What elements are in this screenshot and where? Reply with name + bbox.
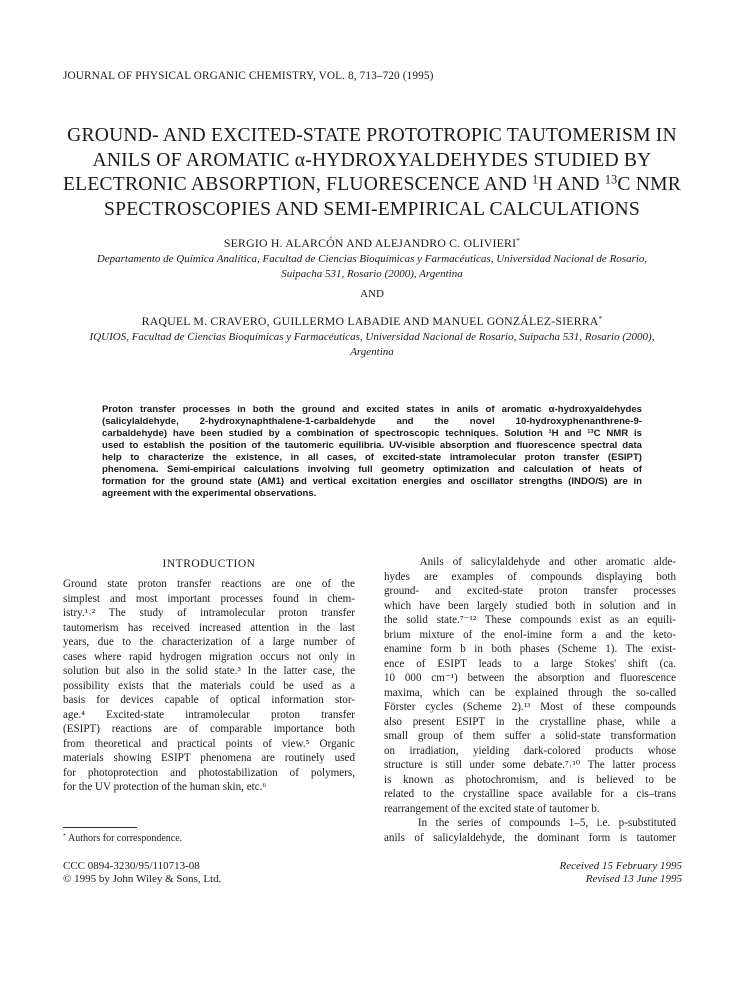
title-line-1: GROUND- AND EXCITED-STATE PROTOTROPIC TAUTOMERISM IN <box>67 125 677 146</box>
author-names-1: SERGIO H. ALARCÓN AND ALEJANDRO C. OLIVIERI <box>223 236 517 250</box>
body-line: the solid state.⁷⁻¹² These compounds exist as an equili- <box>384 614 676 626</box>
footnote-divider <box>63 827 137 828</box>
correspondence-mark-1: * <box>516 235 521 245</box>
right-column-body <box>384 555 676 845</box>
body-line: Ground state proton transfer reactions are one of the <box>63 578 355 590</box>
body-line: rearrangement of the excited state of tautomer b. <box>384 802 600 815</box>
body-line: hydes are examples of compounds displaying both <box>384 570 676 583</box>
affiliation-2 <box>40 330 704 359</box>
abstract-line: Proton transfer processes in both the ground and excited states in anils of aromatic α-hydroxyaldehydes <box>102 404 642 415</box>
body-line: for the UV protection of the human skin, etc.⁶ <box>63 781 267 793</box>
body-line: age.⁴ Excited-state intramolecular proton transfer <box>63 708 355 721</box>
body-line: on irradiation, yielding dark-colored products whose <box>384 744 676 757</box>
ccc-code: CCC 0894-3230/95/110713-08 <box>63 860 200 872</box>
body-line: which have been largely studied both in solution and in <box>384 599 676 612</box>
body-line: years, due to the characterization of a large number of <box>63 636 355 648</box>
abstract-line: formation for the ground state (AM1) and vertical excitation energies and oscillator strengths (INDO/S) are in <box>102 476 642 487</box>
abstract <box>102 404 642 500</box>
body-line: solution but also in the solid state.³ In the latter case, the <box>63 665 355 677</box>
body-line: related to the crystalline space available for a cis–trans <box>384 788 676 800</box>
and-separator: AND <box>360 288 384 300</box>
body-line: tautomerism has received increased attention in the last <box>63 621 355 634</box>
title-line-3-b: H AND <box>538 174 605 195</box>
footnote <box>63 833 182 844</box>
body-line: possibility exists that the materials could be used as a <box>63 679 355 692</box>
article-title <box>40 124 704 222</box>
imprint <box>63 860 221 886</box>
author-group-1 <box>40 236 704 251</box>
abstract-line: help to characterize the existence, in all cases, of excited-state intramolecular proton transfer (ESIPT) <box>102 452 642 463</box>
abstract-line: carbaldehyde) have been studied by a combination of spectroscopic techniques. Solution ¹H and ¹³C NMR is <box>102 428 642 439</box>
body-line: from theoretical and practical points of view.⁵ Organic <box>63 737 355 750</box>
body-line: cases where rapid hydrogen migration occurs not only in <box>63 650 355 663</box>
body-line: materials showing ESIPT phenomena are routinely used <box>63 752 355 764</box>
title-line-3-c: C NMR <box>617 174 681 195</box>
body-line: enamine form b in both phases (Scheme 1). The exist- <box>384 643 676 655</box>
title-line-2: ANILS OF AROMATIC α-HYDROXYALDEHYDES STUDIED BY <box>92 149 652 171</box>
introduction-body <box>63 577 355 795</box>
received-date: Received 15 February 1995 <box>559 860 682 872</box>
title-line-3 <box>40 173 704 198</box>
abstract-line: phenomena. Semi-empirical calculations involving full geometry optimization and calculation of heats of <box>102 464 642 475</box>
author-names-2: RAQUEL M. CRAVERO, GUILLERMO LABADIE AND MANUEL GONZÁLEZ-SIERRA <box>141 314 599 328</box>
body-line: In the series of compounds 1–5, i.e. p-substituted <box>384 817 676 829</box>
body-line: simplest and most important processes found in chem- <box>63 592 355 605</box>
body-line: 10 000 cm⁻¹) between the absorption and fluorescence <box>384 672 676 684</box>
manuscript-dates <box>560 860 682 886</box>
title-line-4: SPECTROSCOPIES AND SEMI-EMPIRICAL CALCULATIONS <box>104 198 640 220</box>
body-line: small group of them suffer a solid-state transformation <box>384 730 676 742</box>
revised-date: Revised 13 June 1995 <box>585 873 682 885</box>
abstract-line: (salicylaldehyde, 2-hydroxynaphthalene-1-carbaldehyde and the novel 10-hydroxyphenanthrene-9- <box>102 416 642 427</box>
affiliation-2-line-2: Argentina <box>350 345 394 358</box>
body-line: also present ESIPT in the crystalline phase, while a <box>384 715 676 728</box>
title-sup-1h: 1 <box>532 172 539 187</box>
body-line: ence of ESIPT leads to a large Stokes' shift (ca. <box>384 657 676 670</box>
affiliation-1-line-1: Departamento de Química Analítica, Facultad de Ciencias Bioquímicas y Farmacéuticas, Universidad Nacional de Rosario, <box>96 253 648 265</box>
correspondence-mark-2: * <box>598 313 603 323</box>
section-heading-introduction: INTRODUCTION <box>162 558 256 570</box>
body-line: is known as photochromism, and is believed to be <box>384 773 676 786</box>
body-line: anils of salicylaldehyde, the dominant form is tautomer <box>384 831 676 844</box>
body-line: (ESIPT) reactions are of comparable importance both <box>63 723 355 735</box>
body-line: Anils of salicylaldehyde and other aromatic alde- <box>384 556 676 568</box>
journal-header: JOURNAL OF PHYSICAL ORGANIC CHEMISTRY, VOL. 8, 713–720 (1995) <box>63 70 434 82</box>
affiliation-1-line-2: Suipacha 531, Rosario (2000), Argentina <box>281 267 463 280</box>
body-line: basis for devices capable of optical information stor- <box>63 694 355 706</box>
abstract-line: agreement with the experimental observations. <box>102 488 317 499</box>
body-line: brium mixture of the enol-imine form a and the keto- <box>384 628 676 641</box>
copyright-line: © 1995 by John Wiley & Sons, Ltd. <box>63 873 222 885</box>
author-group-2 <box>40 314 704 329</box>
body-line: ground- and excited-state proton transfer processes <box>384 585 676 597</box>
body-line: structure is still under some debate.⁷˒¹⁰ The latter process <box>384 759 676 771</box>
affiliation-1 <box>40 252 704 281</box>
title-sup-13c: 13 <box>604 172 618 187</box>
title-line-3-a: ELECTRONIC ABSORPTION, FLUORESCENCE AND <box>63 174 533 195</box>
abstract-line: used to establish the position of the tautomeric equilibria. UV-visible absorption and fluorescence spectral data <box>102 440 642 451</box>
body-line: maxima, which can be explained through the so-called <box>384 686 676 699</box>
body-line: for photoprotection and photostabilization of polymers, <box>63 766 355 779</box>
footnote-mark: * <box>63 832 67 840</box>
body-line: istry.¹˒² The study of intramolecular proton transfer <box>63 607 355 619</box>
affiliation-2-line-1: IQUIOS, Facultad de Ciencias Bioquímicas y Farmacéuticas, Universidad Nacional de Rosario, Suipacha 531, Rosario (2000), <box>89 331 655 343</box>
footnote-text: Authors for correspondence. <box>66 833 183 844</box>
body-line: Förster cycles (Scheme 2).¹³ Most of these compounds <box>384 701 676 713</box>
